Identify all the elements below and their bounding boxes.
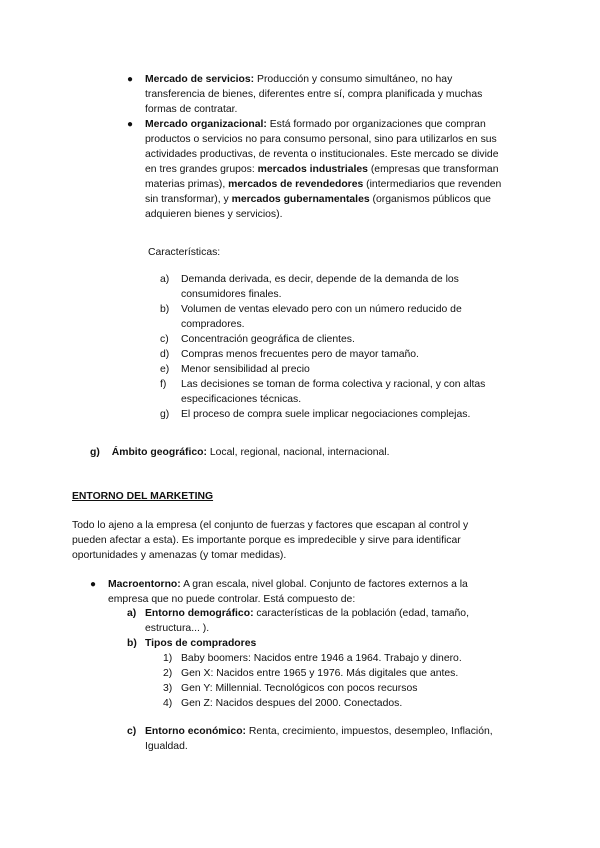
entorno-intro: Todo lo ajeno a la empresa (el conjunto de fuerzas y factores que escapan al control y pueden afectar a esta). Es importante porque es impredecible y sirve para identificar oportunidades y amenazas (y tomar medidas). xyxy=(72,520,469,561)
entorno-economico xyxy=(127,724,527,754)
bullet-macroentorno: Macroentorno: A gran escala, nivel global. Conjunto de factores externos a la empresa que no puede controlar. Está compuesto de: xyxy=(108,579,468,605)
list-item: a) Entorno demográfico: características de la población (edad, tamaño, estructura... ). xyxy=(127,608,469,634)
caracteristicas-list xyxy=(160,272,520,422)
list-item: 3) Gen Y: Millennial. Tecnológicos con pocos recursos xyxy=(163,683,418,694)
bullet-mercado-servicios: Mercado de servicios: Producción y consumo simultáneo, no hay transferencia de bienes, diferentes entre sí, compra planificada y muchas formas de contratar. xyxy=(145,74,483,115)
list-item: c) Concentración geográfica de clientes. xyxy=(160,334,355,345)
list-item: e) Menor sensibilidad al precio xyxy=(160,364,310,375)
ambito-geografico: g) Ámbito geográfico: Local, regional, nacional, internacional. xyxy=(90,447,390,458)
term-macroentorno: Macroentorno: xyxy=(108,579,181,590)
compradores-list xyxy=(163,651,523,711)
bullet-dot: ● xyxy=(90,579,97,590)
list-item: f) Las decisiones se toman de forma colectiva y racional, y con altas especificaciones técnicas. xyxy=(160,379,486,405)
term-mercado-organizacional: Mercado organizacional: xyxy=(145,119,267,130)
list-item: 2) Gen X: Nacidos entre 1965 y 1976. Más digitales que antes. xyxy=(163,668,459,679)
bullet-dot: ● xyxy=(127,119,134,130)
bullet-mercado-organizacional: Mercado organizacional: Está formado por organizaciones que compran productos o servicios no para consumo personal, sino para utilizarlos en sus actividades productivas, de reventa o institucionales. Este mercado se divide en tres grandes grupos: mercados industriales (empresas que transforman materias primas), mercados de revendedores (intermediarios que revenden sin transformar), y mercados gubernamentales (organismos públicos que adquieren bienes y servicios). xyxy=(145,119,502,220)
list-item: 1) Baby boomers: Nacidos entre 1946 a 1964. Trabajo y dinero. xyxy=(163,653,462,664)
term-ambito: Ámbito geográfico: xyxy=(111,447,207,458)
list-item: a) Demanda derivada, es decir, depende de la demanda de los consumidores finales. xyxy=(160,274,459,300)
bullet-dot: ● xyxy=(127,74,134,85)
list-item: c) Entorno económico: Renta, crecimiento, impuestos, desempleo, Inflación, Igualdad. xyxy=(127,726,493,752)
list-item: b) Volumen de ventas elevado pero con un número reducido de compradores. xyxy=(160,304,462,330)
section-title-entorno: ENTORNO DEL MARKETING xyxy=(72,491,214,502)
term-mercado-servicios: Mercado de servicios: xyxy=(145,74,255,85)
caracteristicas-heading: Características: xyxy=(148,247,221,258)
list-item: b) Tipos de compradores xyxy=(127,638,257,649)
list-item: 4) Gen Z: Nacidos despues del 2000. Conectados. xyxy=(163,698,403,709)
macro-sublist xyxy=(127,606,527,651)
list-item: d) Compras menos frecuentes pero de mayor tamaño. xyxy=(160,349,419,360)
list-item: g) El proceso de compra suele implicar negociaciones complejas. xyxy=(160,409,471,420)
